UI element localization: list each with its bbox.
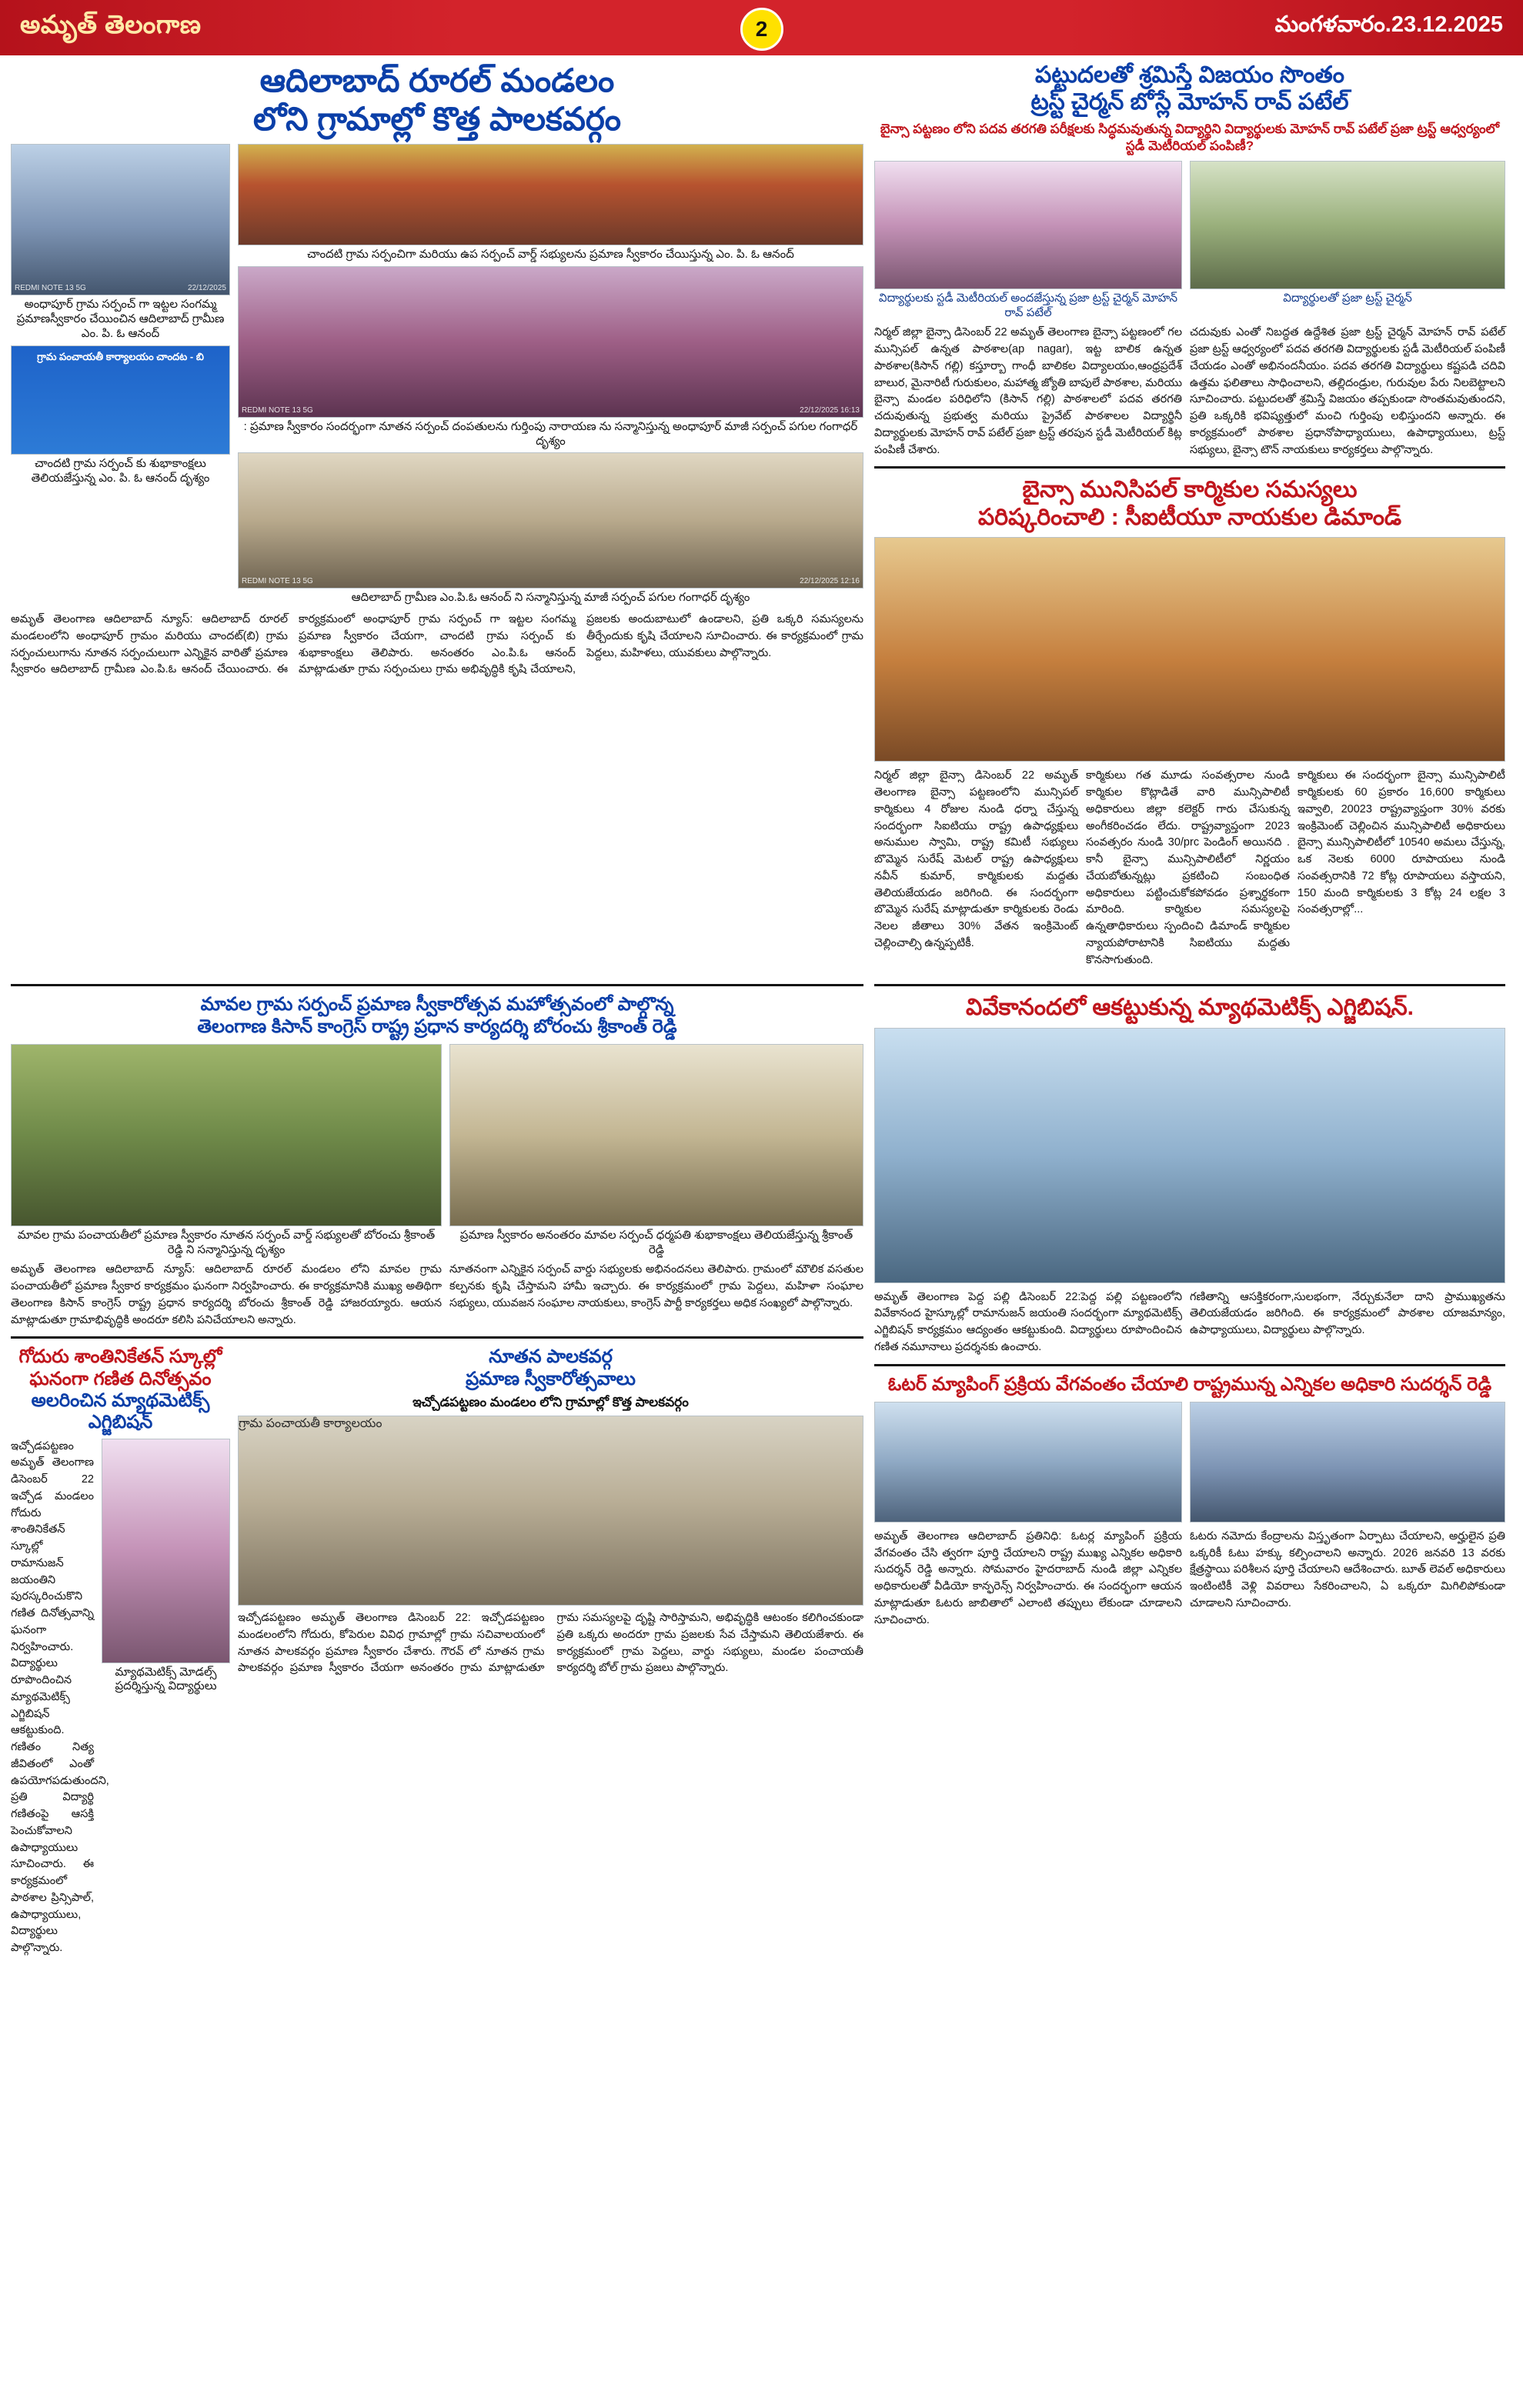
cituheadline-line1: బైన్సా మునిసిపల్ కార్మికుల సమస్యలు xyxy=(1022,477,1358,503)
divider-left-2 xyxy=(11,1336,863,1339)
left-column-top xyxy=(11,62,863,969)
photo-caption-students-group: విద్యార్థులతో ప్రజా ట్రస్ట్ చైర్మన్ xyxy=(1283,291,1412,305)
right-top-story-row xyxy=(874,325,1505,459)
voter-photo-row xyxy=(874,1402,1505,1523)
photo-stamp-right-3: 22/12/2025 12:16 xyxy=(800,577,860,586)
photo-officials-meeting xyxy=(1190,1402,1505,1523)
photo-math-exhibition-students xyxy=(102,1439,230,1663)
mawal-photo-row xyxy=(11,1044,863,1258)
photo-caption-study-material: విద్యార్థులకు స్టడీ మెటీరియల్ అందజేస్తున్న ప్రజా ట్రస్ట్ చైర్మన్ మోహన్ రావ్ పటేల్ xyxy=(878,291,1178,319)
right-headline-line1: పట్టుదలతో శ్రమిస్తే విజయం సొంతం xyxy=(1035,62,1344,88)
vivekananda-story-left: అమృత్ తెలంగాణ పెద్ద పల్లి డిసెంబర్ 22:పెద్ద పల్లి పట్టణంలోని వివేకానంద హైస్కూల్లో రామానుజన్ జయంతి సందర్భంగా మ్యాథమెటిక్స్ ఎగ్జిబిషన్ కార్యక్రమం ఆద్యంతం ఆకట్టుకుంది. విద్యార్థులు రూపొందించిన గణిత నమూనాలు ప్రదర్శనకు ఉంచారు. xyxy=(874,1290,1182,1353)
panchayat-office-banner: గ్రామ పంచాయతీ కార్యాలయం xyxy=(239,1417,382,1431)
banner-caption: గ్రామ పంచాయతీ కార్యాలయం చాందట - బి xyxy=(37,351,204,363)
citu-story-col1: నిర్మల్ జిల్లా బైన్సా డిసెంబర్ 22 అమృత్ తెలంగాణ బైన్సా పట్టణంలోని మున్సిపల్ కార్మికులు 4 రోజుల నుండి ధర్నా చేస్తున్న సందర్భంగా సిఐటియు రాష్ట్ర ఉపాధ్యక్షులు అనుముల స్వామి, రాష్ట్ర కమిటీ సభ్యులు బొమ్మెన సురేష్ మెటల్ రాష్ట్ర ఉపాధ్యక్షులు నవీన్ కుమార్, కార్మికులకు మద్దతు తెలియజేయడం జరిగింది. ఈ సందర్భంగా బొమ్మెన సురేష్ మాట్లాడుతూ కార్మికులకు రెండు నెలల జీతాలు 30% వేతన ఇంక్రిమెంట్ చెల్లించాల్సి ఉన్నప్పటికీ. xyxy=(874,769,1078,949)
divider-right-1 xyxy=(874,466,1505,469)
newgov-headline-line1: నూతన పాలకవర్గ xyxy=(489,1346,613,1368)
photo-stamp-right-2: 22/12/2025 16:13 xyxy=(800,405,860,415)
right-subhead: బైన్సా పట్టణం లోని పదవ తరగతి పరీక్షలకు సిద్ధమవుతున్న విద్యార్థిని విద్యార్థులకు మోహన్ రావ్ పటేల్ ప్రజా ట్రస్ట్ ఆధ్వర్యంలో స్టడీ మెటీరియల్ పంపిణీ? xyxy=(880,121,1500,153)
photo-caption-math-models: మ్యాథమెటిక్స్ మోడల్స్ ప్రదర్శిస్తున్న విద్యార్థులు xyxy=(115,1665,217,1693)
godur-content-row xyxy=(11,1439,230,1957)
photo-caption-chandati: చాందటి గ్రామ సర్పంచిగా మరియు ఉప సర్పంచ్ వార్డ్ సభ్యులను ప్రమాణ స్వీకారం చేయిస్తున్న ఎం. పి. ఓ ఆనంద్ xyxy=(307,248,794,262)
photo-new-panchayat-board xyxy=(238,1416,863,1606)
godur-headline-line2: ఘనంగా గణిత దినోత్సవం xyxy=(29,1368,212,1389)
right-headline-line2: ట్రస్ట్ చైర్మన్ బోస్లే మోహన్ రావ్ పటేల్ xyxy=(1030,89,1349,115)
godur-story: ఇచ్చోడపట్టణం అమృత్ తెలంగాణ డిసెంబర్ 22 ఇచ్చోడ మండలం గోదురు శాంతినికేతన్ స్కూల్లో రామానుజన్ జయంతిని పురస్కరించుకొని గణిత దినోత్సవాన్ని ఘనంగా నిర్వహించారు. విద్యార్థులు రూపొందించిన మ్యాథమెటిక్స్ ఎగ్జిబిషన్ ఆకట్టుకుంది. గణితం నిత్య జీవితంలో ఎంతో ఉపయోగపడుతుందని, ప్రతి విద్యార్థి గణితంపై ఆసక్తి పెంచుకోవాలని ఉపాధ్యాయులు సూచించారు. ఈ కార్యక్రమంలో పాఠశాల ప్రిన్సిపాల్, ఉపాధ్యాయులు, విద్యార్థులు పాల్గొన్నారు. xyxy=(11,1439,109,1955)
masthead xyxy=(0,0,1523,55)
divider-right-2 xyxy=(874,984,1505,986)
mawal-story-row xyxy=(11,1262,863,1329)
middle-section xyxy=(11,976,1512,1957)
photo-video-conference xyxy=(874,1402,1182,1523)
citu-story-col3: కార్మికులు ఈ సందర్భంగా బైన్సా మున్సిపాలిటీ కార్మికులకు 60 ప్రకారం 16,600 కార్మికులు ఇవ్వాలి, 20023 రాష్ట్రవ్యాప్తంగా 30% వరకు ఇంక్రిమెంట్ చెల్లించిన మున్సిపాలిటీ అధికారులు బైన్సా మున్సిపాలిటీలో 10540 అమలు చేస్తున్న, ఒక నెలకు 6000 రూపాయలు నుండి సంవత్సరానికి 72 కోట్ల రూపాయలు వస్తాయని, 150 మంది కార్మికులకు 3 కోట్ల 24 లక్షల 3 సంవత్సరాల్లో... xyxy=(1298,769,1505,916)
divider-right-3 xyxy=(874,1364,1505,1366)
left-column-mid xyxy=(11,976,863,1957)
photo-caption-chandati-greeting: చాందటి గ్రామ సర్పంచ్ కు శుభాకాంక్షలు తెలియజేస్తున్న ఎం. పి. ఓ ఆనంద్ దృశ్యం xyxy=(31,457,210,485)
photo-caption-mawal-greeting: ప్రమాణ స్వీకారం అనంతరం మావల సర్పంచ్ ధర్మపతి శుభాకాంక్షలు తెలియజేస్తున్న శ్రీకాంత్ రెడ్డి xyxy=(459,1228,853,1256)
mawal-story-left: అమృత్ తెలంగాణ ఆదిలాబాద్ న్యూస్: ఆదిలాబాద్ రూరల్ మండలం లోని మావల గ్రామ పంచాయతీలో ప్రమాణ స్వీకార కార్యక్రమం ఘనంగా నిర్వహించారు. ఈ కార్యక్రమానికి ముఖ్య అతిథిగా తెలంగాణ కిసాన్ కాంగ్రెస్ రాష్ట్ర ప్రధాన కార్యదర్శి బోరంచు శ్రీకాంత్ రెడ్డి హాజరయ్యారు. ఆయన మాట్లాడుతూ గ్రామాభివృద్ధికి అందరూ కలిసి పనిచేయాలని అన్నారు. xyxy=(11,1263,442,1326)
photo-andhapur-oath xyxy=(11,144,230,295)
masthead-title: అమృత్ తెలంగాణ xyxy=(20,10,202,38)
voter-story-right: ఓటరు నమోదు కేంద్రాలను విస్తృతంగా ఏర్పాటు చేయాలని, అర్హులైన ప్రతి ఒక్కరికీ ఓటు హక్కు కల్పించాలని అన్నారు. 2026 జనవరి 13 వరకు క్షేత్రస్థాయి పరిశీలన పూర్తి చేయాలని ఆదేశించారు. బూత్ లెవల్ అధికారులు ఇంటింటికీ వెళ్లి వివరాలు సేకరించాలని, ఏ ఒక్కరూ మిగిలిపోకుండా చూడాలని సూచించారు. xyxy=(1190,1529,1505,1609)
photo-students-group xyxy=(1190,161,1505,289)
mawal-headline-line2: తెలంగాణ కిసాన్ కాంగ్రెస్ రాష్ట్ర ప్రధాన కార్యదర్శి బోరంచు శ్రీకాంత్ రెడ్డి xyxy=(197,1016,677,1037)
citu-story-row xyxy=(874,768,1505,969)
newgov-headline-line2: ప్రమాణ స్వీకారోత్సవాలు xyxy=(466,1368,636,1389)
right-column-top xyxy=(874,62,1505,969)
godur-headline-line1: గోదురు శాంతినికేతన్ స్కూల్లో xyxy=(18,1346,222,1368)
voter-mapping-headline: ఓటర్ మ్యాపింగ్ ప్రక్రియ వేగవంతం చేయాలి రాష్ట్రమున్న ఎన్నికల అధికారి సుదర్శన్ రెడ్డి xyxy=(887,1373,1492,1395)
left-headline-line1: ఆదిలాబాద్ రూరల్ మండలం xyxy=(259,62,615,98)
voter-story-row xyxy=(874,1529,1505,1629)
divider-left-1 xyxy=(11,984,863,986)
photo-chandati-oath xyxy=(238,144,863,245)
photo-citu-protest xyxy=(874,537,1505,762)
newgov-story: ఇచ్చోడపట్టణం అమృత్ తెలంగాణ డిసెంబర్ 22: ఇచ్చోడపట్టణం మండలంలోని గోదురు, కోపెరుల వివిధ గ్రామాల్లో గ్రామ సచివాలయంలో నూతన పాలకవర్గం ప్రమాణ స్వీకారం చేశారు. గౌరవ్ లో నూతన గ్రామ పాలకవర్గం ప్రమాణ స్వీకారం చేయగా అనంతరం గ్రామ మాట్లాడుతూ గ్రామ సమస్యలపై దృష్టి సారిస్తామని, అభివృద్ధికి ఆటంకం కలిగించకుండా ప్రతి ఒక్కరు అందరూ గ్రామ ప్రజలకు సేవ చేస్తామని తెలియజేశారు. ఈ కార్యక్రమంలో గ్రామ పెద్దలు, వార్డు సభ్యులు, మండల పంచాయతీ కార్యదర్శి బోల్ గ్రామ ప్రజలు పాల్గొన్నారు. xyxy=(238,1612,863,1675)
photo-mawal-oath xyxy=(11,1044,442,1226)
masthead-date: మంగళవారం.23.12.2025 xyxy=(1274,12,1503,37)
citu-story-col2: కార్మికులు గత మూడు సంవత్సరాల నుండి కార్మికుల కొట్లాడితే వారి మున్సిపాలిటీ అధికారులు జిల్లా కలెక్టర్ గారు చేసుకున్న అంగీకరించడం లేదు. రాష్ట్రవ్యాప్తంగా 2023 సంవత్సరం నుండి 30/prc పెండింగ్ అయినది . కానీ బైన్సా మున్సిపాలిటీలో నిర్ణయం చేయబోతున్నట్లు ప్రకటించి సంబంధిత అధికారులు పట్టించుకోకపోవడం ప్రశ్నార్థకంగా మారింది. కార్మికుల సమస్యలపై ఉన్నతాధికారులు స్పందించి డిమాండ్ కార్మికుల న్యాయపోరాటానికి సిఐటియు మద్దతు కొనసాగుతుంది. xyxy=(1086,769,1290,966)
photo-caption-felicitation: : ప్రమాణ స్వీకారం సందర్భంగా నూతన సర్పంచ్ దంపతులను గుర్తింపు నారాయణ ను సన్మానిస్తున్న అంధాపూర్ మాజీ సర్పంచ్ పగుల గంగాధర్ దృశ్యం xyxy=(243,419,858,448)
vivekananda-story-right: గణితాన్ని ఆసక్తికరంగా,సులభంగా, నేర్చుకునేలా దాని ప్రాముఖ్యతను తెలియజేయడం జరిగింది. ఈ కార్యక్రమంలో పాఠశాల యాజమాన్యం, ఉపాధ్యాయులు, విద్యార్థులు పాల్గొన్నారు. xyxy=(1190,1290,1505,1337)
mawal-headline-line1: మావల గ్రామ సర్పంచ్ ప్రమాణ స్వీకారోత్సవ మహోత్సవంలో పాల్గొన్న xyxy=(200,994,674,1016)
left-headline-line2: లోని గ్రామాల్లో కొత్త పాలకవర్గం xyxy=(252,100,622,137)
newgov-subhead: ఇచ్చోడపట్టణం మండలం లోని గ్రామాల్లో కొత్త పాలకవర్గం xyxy=(412,1395,689,1409)
page-number-badge: 2 xyxy=(740,8,783,51)
photo-caption-mpo: ఆదిలాబాద్ గ్రామీణ ఎం.పి.ఓ ఆనంద్ ని సన్మానిస్తున్న మాజీ సర్పంచ్ పగుల గంగాధర్ దృశ్యం xyxy=(351,591,750,605)
photo-stamp-left-2: REDMI NOTE 13 5G xyxy=(242,405,313,415)
right-top-photo-row xyxy=(874,161,1505,321)
photo-stamp-right: 22/12/2025 xyxy=(187,284,226,293)
left-top-story: అమృత్ తెలంగాణ ఆదిలాబాద్ న్యూస్: ఆదిలాబాద్ రూరల్ మండలంలోని అంధాపూర్ గ్రామం మరియు చాందట్(బి) గ్రామ సర్పంచులుగాను నూతన సర్పంచులుగా ఎన్నికైన వారితో ప్రమాణ స్వీకారం ఆదిలాబాద్ గ్రామీణ ఎం.పి.ఓ ఆనంద్ చేయించారు. ఈ కార్యక్రమంలో అంధాపూర్ గ్రామ సర్పంచ్ గా ఇట్టల సంగమ్మ ప్రమాణ స్వీకారం చేయగా, చాందటి గ్రామ సర్పంచ్ కు శుభాకాంక్షలు తెలిపారు. అనంతరం ఎం.పి.ఓ ఆనంద్ మాట్లాడుతూ గ్రామ సర్పంచులు గ్రామ అభివృద్ధికి కృషి చేయాలని, ప్రజలకు అందుబాటులో ఉండాలని, ప్రతి ఒక్కరి సమస్యలను తీర్చేందుకు కృషి చేయాలని సూచించారు. ఈ కార్యక్రమంలో గ్రామ పెద్దలు, మహిళలు, యువకులు పాల్గొన్నారు. xyxy=(11,613,863,676)
voter-story-left: అమృత్ తెలంగాణ ఆదిలాబాద్ ప్రతినిధి: ఓటర్ల మ్యాపింగ్ ప్రక్రియ వేగవంతం చేసి త్వరగా పూర్తి చేయాలని రాష్ట్ర ముఖ్య ఎన్నికల అధికారి సుదర్శన్ రెడ్డి అన్నారు. సోమవారం హైదరాబాద్ నుండి జిల్లా ఎన్నికల అధికారులతో వీడియో కాన్ఫరెన్స్ నిర్వహించారు. ఈ సందర్భంగా ఆయన మాట్లాడుతూ ఓటరు జాబితాలో ఎలాంటి తప్పులు లేకుండా చూడాలని సూచించారు. xyxy=(874,1529,1182,1626)
citu-headline-line2: పరిష్కరించాలి : సీఐటీయూ నాయకుల డిమాండ్ xyxy=(977,504,1402,530)
left-bottom-row xyxy=(11,1346,863,1957)
right-top-story-right: చదువుకు ఎంతో నిబద్ధత ఉద్దేశిత ప్రజా ట్రస్ట్ చైర్మన్ మోహన్ రావ్ పటేల్ ప్రజా ట్రస్ట్ ఆధ్వర్యంలో పదవ తరగతి విద్యార్థులకు స్టడీ మెటీరియల్ పంపిణీ చేయడం ఎంతో అభినందనీయం. పదవ తరగతి విద్యార్థులు కష్టపడి చదివి ఉత్తమ ఫలితాలు సాధించాలని, తల్లిదండ్రుల, గురువుల పేరు నిలబెట్టాలని సూచించారు. పట్టుదలతో శ్రమిస్తే విజయం తప్పకుండా సొంతమవుతుందని, ప్రతి ఒక్కరికి భవిష్యత్తులో మంచి గుర్తింపు లభిస్తుందని అన్నారు. ఈ కార్యక్రమంలో పాఠశాల ప్రధానోపాధ్యాయులు, ఉపాధ్యాయులు, ట్రస్ట్ సభ్యులు, బైన్సా టౌన్ నాయకులు కార్యకర్తలు పాల్గొన్నారు. xyxy=(1190,326,1505,456)
photo-mpo-felicitation xyxy=(238,452,863,589)
vivekananda-story-row xyxy=(874,1289,1505,1356)
vivekananda-headline: వివేకానందలో ఆకట్టుకున్న మ్యాథమెటిక్స్ ఎగ్జిబిషన్. xyxy=(966,995,1414,1021)
godur-headline-line3: అలరించిన మ్యాథమెటిక్స్ ఎగ్జిబిషన్ xyxy=(31,1390,210,1433)
photo-caption-mawal-oath: మావల గ్రామ పంచాయతీలో ప్రమాణ స్వీకారం నూతన సర్పంచ్ వార్డ్ సభ్యులతో బోరంచు శ్రీకాంత్ రెడ్డి ని సన్మానిస్తున్న దృశ్యం xyxy=(17,1228,436,1256)
left-top-photo-row xyxy=(11,144,863,605)
top-section xyxy=(11,62,1512,969)
right-column-lower xyxy=(874,976,1505,1957)
photo-felicitation xyxy=(238,266,863,418)
photo-study-material-distribution xyxy=(874,161,1182,289)
photo-mawal-greeting xyxy=(449,1044,863,1226)
photo-gram-panchayat-banner xyxy=(11,345,230,455)
photo-stamp-left-3: REDMI NOTE 13 5G xyxy=(242,577,313,586)
photo-stamp-left: REDMI NOTE 13 5G xyxy=(15,284,86,293)
mawal-story-right: నూతనంగా ఎన్నికైన సర్పంచ్ వార్డు సభ్యులకు అభినందనలు తెలిపారు. గ్రామంలో మౌలిక వసతుల కల్పనకు కృషి చేస్తామని హామీ ఇచ్చారు. ఈ కార్యక్రమంలో గ్రామ పెద్దలు, మహిళా సంఘాల సభ్యులు, యువజన సంఘాల నాయకులు, కాంగ్రెస్ పార్టీ కార్యకర్తలు అధిక సంఖ్యలో పాల్గొన్నారు. xyxy=(449,1263,863,1309)
right-top-story-left: నిర్మల్ జిల్లా బైన్సా డిసెంబర్ 22 అమృత్ తెలంగాణ బైన్సా పట్టణంలో గల మున్సిపల్ ఉన్నత పాఠశాల(ap nagar), ఇట్ట బాలిక ఉన్నత పాఠశాల(కిసాన్ గల్లి) కస్తూర్బా గాంధీ బాలికల విద్యాలయం,ఆంధ్రప్రదేశ్ బాలుర, మైనారిటీ గురుకులం, మహాత్మ జ్యోతి బాపులే పాఠశాల, మరియు బైన్సా మండల పరిధిలోని (కిసాన్ గల్లి) పాఠశాలలో పదవ తరగతి చదువుతున్న ప్రభుత్వ మరియు ప్రైవేట్ పాఠశాలల విద్యార్థినీ విద్యార్థులకు మోహన్ రావ్ పటేల్ ప్రజా ట్రస్ట్ తరపున స్టడీ మెటీరియల్ కిట్ల పంపిణీ చేశారు. xyxy=(874,326,1182,456)
photo-caption-andhapur: అంధాపూర్ గ్రామ సర్పంచ్ గా ఇట్టల సంగమ్మ ప్రమాణస్వీకారం చేయించిన ఆదిలాబాద్ గ్రామీణ ఎం. పి. ఓ ఆనంద్ xyxy=(16,298,225,340)
photo-vivekananda-exhibition xyxy=(874,1028,1505,1283)
